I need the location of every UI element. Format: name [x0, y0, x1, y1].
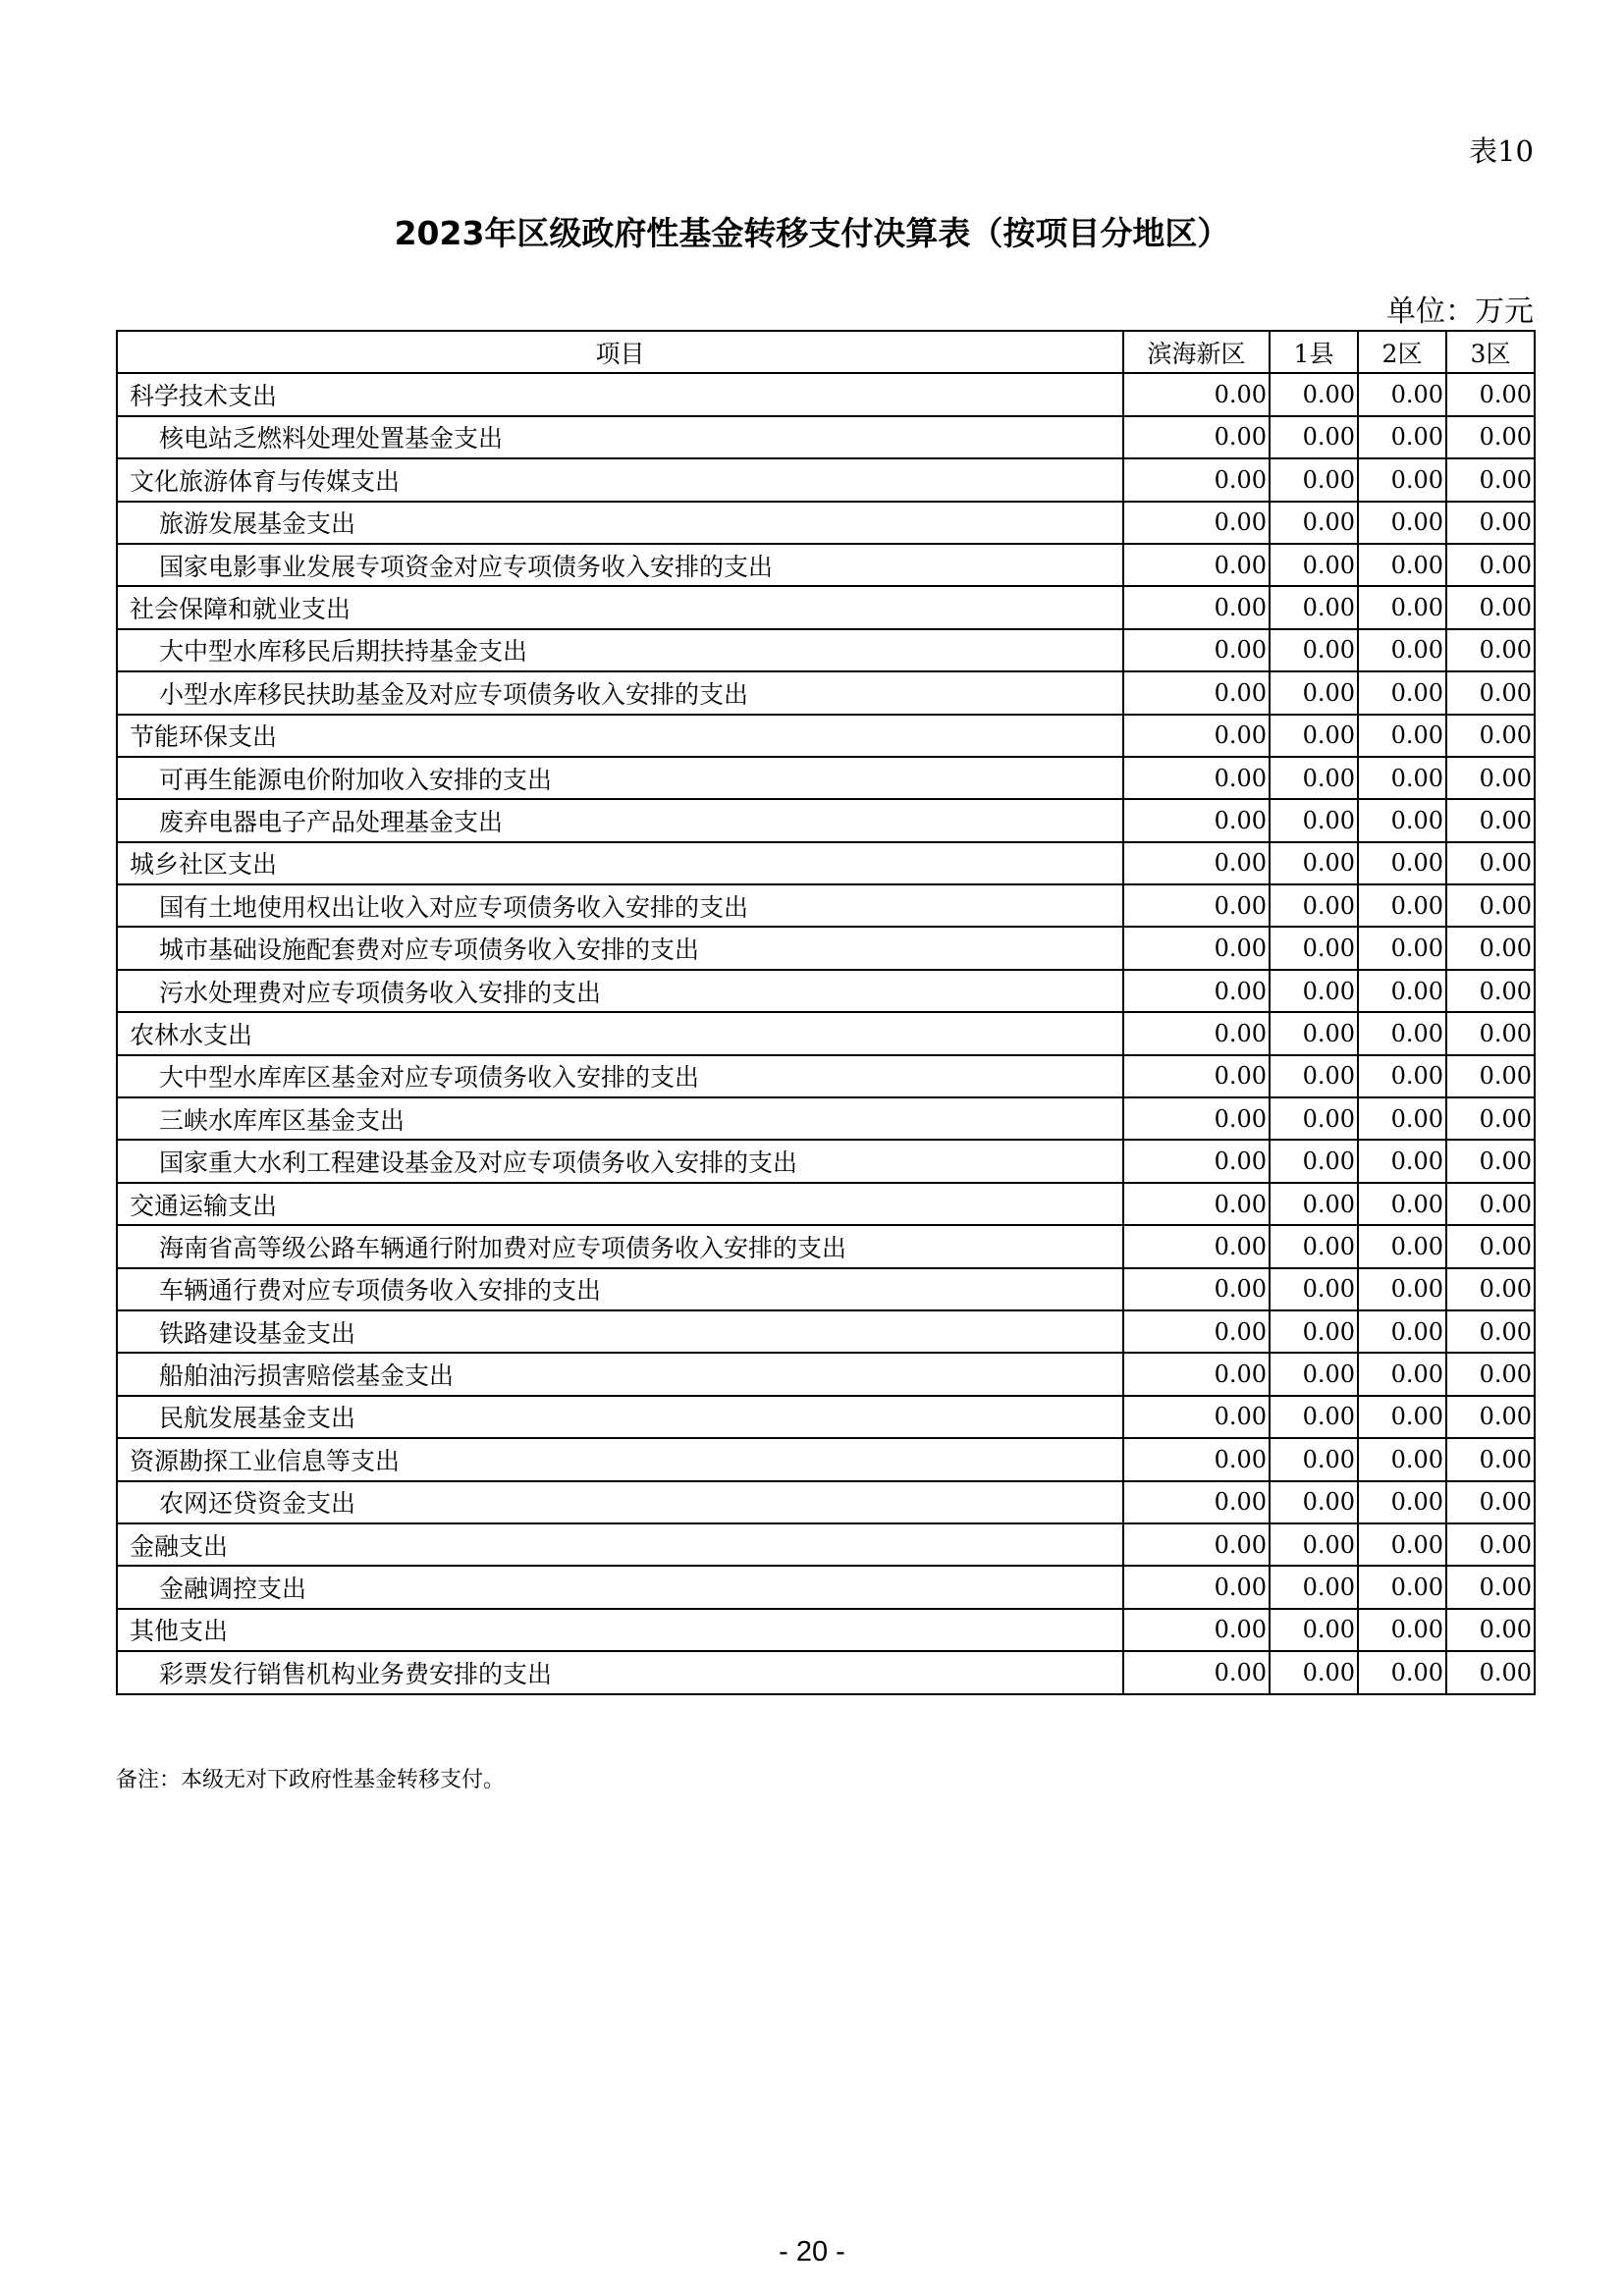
value-district-2: 0.00: [1358, 1566, 1446, 1608]
table-row: [117, 1353, 1535, 1395]
value-binhai: 0.00: [1123, 416, 1270, 458]
value-binhai: 0.00: [1123, 1566, 1270, 1608]
category-name: 金融支出: [117, 1523, 1123, 1566]
value-district-3: 0.00: [1446, 927, 1535, 969]
value-district-3: 0.00: [1446, 1438, 1535, 1480]
value-binhai: 0.00: [1123, 970, 1270, 1012]
value-district-2: 0.00: [1358, 629, 1446, 671]
unit-label: 单位：万元: [1386, 294, 1534, 329]
value-county-1: 0.00: [1270, 1481, 1358, 1523]
value-district-2: 0.00: [1358, 1055, 1446, 1097]
value-district-2: 0.00: [1358, 884, 1446, 927]
value-binhai: 0.00: [1123, 1225, 1270, 1267]
value-district-3: 0.00: [1446, 1651, 1535, 1693]
sub-item-name: 车辆通行费对应专项债务收入安排的支出: [117, 1268, 1123, 1310]
value-district-3: 0.00: [1446, 1353, 1535, 1395]
table-body: [117, 373, 1535, 1693]
value-district-2: 0.00: [1358, 373, 1446, 415]
value-county-1: 0.00: [1270, 1566, 1358, 1608]
value-district-2: 0.00: [1358, 799, 1446, 841]
table-row: [117, 1396, 1535, 1438]
table-row: [117, 1651, 1535, 1693]
category-name: 资源勘探工业信息等支出: [117, 1438, 1123, 1480]
table-row: [117, 671, 1535, 714]
column-header-district-2: 2区: [1358, 331, 1446, 373]
value-district-2: 0.00: [1358, 416, 1446, 458]
category-name: 节能环保支出: [117, 715, 1123, 757]
table-row: [117, 586, 1535, 628]
value-binhai: 0.00: [1123, 458, 1270, 501]
sub-item-name: 铁路建设基金支出: [117, 1310, 1123, 1353]
value-county-1: 0.00: [1270, 970, 1358, 1012]
value-district-2: 0.00: [1358, 1651, 1446, 1693]
category-name: 文化旅游体育与传媒支出: [117, 458, 1123, 501]
table-row: [117, 1523, 1535, 1566]
value-county-1: 0.00: [1270, 1651, 1358, 1693]
table-row: [117, 1097, 1535, 1140]
category-name: 交通运输支出: [117, 1183, 1123, 1225]
column-header-binhai: 滨海新区: [1123, 331, 1270, 373]
table-row: [117, 458, 1535, 501]
sub-item-name: 可再生能源电价附加收入安排的支出: [117, 757, 1123, 799]
sub-item-name: 金融调控支出: [117, 1566, 1123, 1608]
table-number: 表10: [1469, 134, 1534, 168]
value-district-3: 0.00: [1446, 1012, 1535, 1054]
value-district-3: 0.00: [1446, 842, 1535, 884]
table-row: [117, 1566, 1535, 1608]
table-row: [117, 927, 1535, 969]
value-county-1: 0.00: [1270, 927, 1358, 969]
value-county-1: 0.00: [1270, 884, 1358, 927]
value-district-3: 0.00: [1446, 715, 1535, 757]
value-county-1: 0.00: [1270, 842, 1358, 884]
value-district-3: 0.00: [1446, 970, 1535, 1012]
value-binhai: 0.00: [1123, 1396, 1270, 1438]
sub-item-name: 三峡水库库区基金支出: [117, 1097, 1123, 1140]
value-district-3: 0.00: [1446, 757, 1535, 799]
table-row: [117, 1183, 1535, 1225]
value-district-2: 0.00: [1358, 1225, 1446, 1267]
fund-transfer-table: [116, 330, 1536, 1695]
table-row: [117, 1438, 1535, 1480]
value-binhai: 0.00: [1123, 1353, 1270, 1395]
value-binhai: 0.00: [1123, 1268, 1270, 1310]
value-county-1: 0.00: [1270, 1055, 1358, 1097]
sub-item-name: 民航发展基金支出: [117, 1396, 1123, 1438]
value-county-1: 0.00: [1270, 671, 1358, 714]
value-district-3: 0.00: [1446, 1566, 1535, 1608]
value-binhai: 0.00: [1123, 586, 1270, 628]
column-header-item: 项目: [117, 331, 1123, 373]
value-district-2: 0.00: [1358, 1353, 1446, 1395]
value-district-2: 0.00: [1358, 1310, 1446, 1353]
value-binhai: 0.00: [1123, 1183, 1270, 1225]
page-title: 2023年区级政府性基金转移支付决算表（按项目分地区）: [394, 214, 1230, 252]
value-district-3: 0.00: [1446, 1225, 1535, 1267]
value-binhai: 0.00: [1123, 1055, 1270, 1097]
value-county-1: 0.00: [1270, 1012, 1358, 1054]
value-district-3: 0.00: [1446, 1055, 1535, 1097]
table-row: [117, 799, 1535, 841]
value-county-1: 0.00: [1270, 1183, 1358, 1225]
table-row: [117, 373, 1535, 415]
sub-item-name: 小型水库移民扶助基金及对应专项债务收入安排的支出: [117, 671, 1123, 714]
value-binhai: 0.00: [1123, 927, 1270, 969]
value-county-1: 0.00: [1270, 1523, 1358, 1566]
value-binhai: 0.00: [1123, 544, 1270, 586]
value-district-3: 0.00: [1446, 1523, 1535, 1566]
value-district-2: 0.00: [1358, 1438, 1446, 1480]
value-district-2: 0.00: [1358, 586, 1446, 628]
value-binhai: 0.00: [1123, 757, 1270, 799]
table-row: [117, 629, 1535, 671]
value-binhai: 0.00: [1123, 1438, 1270, 1480]
value-district-3: 0.00: [1446, 799, 1535, 841]
value-county-1: 0.00: [1270, 1438, 1358, 1480]
value-county-1: 0.00: [1270, 1353, 1358, 1395]
value-district-3: 0.00: [1446, 1140, 1535, 1182]
sub-item-name: 旅游发展基金支出: [117, 502, 1123, 544]
value-district-3: 0.00: [1446, 884, 1535, 927]
value-binhai: 0.00: [1123, 1609, 1270, 1651]
value-county-1: 0.00: [1270, 586, 1358, 628]
value-county-1: 0.00: [1270, 1140, 1358, 1182]
table-row: [117, 1012, 1535, 1054]
value-county-1: 0.00: [1270, 799, 1358, 841]
value-county-1: 0.00: [1270, 1396, 1358, 1438]
value-district-2: 0.00: [1358, 1268, 1446, 1310]
value-county-1: 0.00: [1270, 373, 1358, 415]
value-binhai: 0.00: [1123, 1012, 1270, 1054]
value-district-3: 0.00: [1446, 629, 1535, 671]
value-district-2: 0.00: [1358, 1609, 1446, 1651]
value-binhai: 0.00: [1123, 1097, 1270, 1140]
column-header-county-1: 1县: [1270, 331, 1358, 373]
footnote: 备注：本级无对下政府性基金转移支付。: [116, 1768, 506, 1792]
sub-item-name: 海南省高等级公路车辆通行附加费对应专项债务收入安排的支出: [117, 1225, 1123, 1267]
value-binhai: 0.00: [1123, 502, 1270, 544]
value-binhai: 0.00: [1123, 1651, 1270, 1693]
table-header-row: [117, 331, 1535, 373]
value-district-2: 0.00: [1358, 1012, 1446, 1054]
sub-item-name: 大中型水库库区基金对应专项债务收入安排的支出: [117, 1055, 1123, 1097]
table-row: [117, 884, 1535, 927]
value-district-2: 0.00: [1358, 715, 1446, 757]
value-county-1: 0.00: [1270, 544, 1358, 586]
sub-item-name: 废弃电器电子产品处理基金支出: [117, 799, 1123, 841]
value-county-1: 0.00: [1270, 1310, 1358, 1353]
value-district-2: 0.00: [1358, 927, 1446, 969]
value-district-3: 0.00: [1446, 502, 1535, 544]
table-row: [117, 715, 1535, 757]
page-number: - 20 -: [779, 2236, 845, 2268]
table-row: [117, 1055, 1535, 1097]
sub-item-name: 城市基础设施配套费对应专项债务收入安排的支出: [117, 927, 1123, 969]
value-district-3: 0.00: [1446, 458, 1535, 501]
value-binhai: 0.00: [1123, 373, 1270, 415]
value-county-1: 0.00: [1270, 1097, 1358, 1140]
value-district-2: 0.00: [1358, 671, 1446, 714]
value-district-2: 0.00: [1358, 970, 1446, 1012]
table-row: [117, 970, 1535, 1012]
table-row: [117, 842, 1535, 884]
value-binhai: 0.00: [1123, 884, 1270, 927]
table-row: [117, 1225, 1535, 1267]
value-district-3: 0.00: [1446, 1310, 1535, 1353]
value-district-3: 0.00: [1446, 373, 1535, 415]
category-name: 其他支出: [117, 1609, 1123, 1651]
sub-item-name: 国家重大水利工程建设基金及对应专项债务收入安排的支出: [117, 1140, 1123, 1182]
value-district-2: 0.00: [1358, 544, 1446, 586]
value-district-3: 0.00: [1446, 1268, 1535, 1310]
category-name: 社会保障和就业支出: [117, 586, 1123, 628]
value-binhai: 0.00: [1123, 799, 1270, 841]
sub-item-name: 彩票发行销售机构业务费安排的支出: [117, 1651, 1123, 1693]
value-district-3: 0.00: [1446, 1609, 1535, 1651]
sub-item-name: 船舶油污损害赔偿基金支出: [117, 1353, 1123, 1395]
table-row: [117, 416, 1535, 458]
table-row: [117, 757, 1535, 799]
value-district-2: 0.00: [1358, 1481, 1446, 1523]
value-district-3: 0.00: [1446, 1097, 1535, 1140]
value-binhai: 0.00: [1123, 1310, 1270, 1353]
value-county-1: 0.00: [1270, 502, 1358, 544]
value-binhai: 0.00: [1123, 1140, 1270, 1182]
table-row: [117, 502, 1535, 544]
value-binhai: 0.00: [1123, 1523, 1270, 1566]
value-district-3: 0.00: [1446, 544, 1535, 586]
value-binhai: 0.00: [1123, 842, 1270, 884]
value-district-2: 0.00: [1358, 1396, 1446, 1438]
value-county-1: 0.00: [1270, 757, 1358, 799]
value-district-2: 0.00: [1358, 1183, 1446, 1225]
value-county-1: 0.00: [1270, 416, 1358, 458]
sub-item-name: 国有土地使用权出让收入对应专项债务收入安排的支出: [117, 884, 1123, 927]
value-district-3: 0.00: [1446, 1481, 1535, 1523]
value-district-2: 0.00: [1358, 1140, 1446, 1182]
table-row: [117, 1481, 1535, 1523]
value-district-2: 0.00: [1358, 757, 1446, 799]
value-binhai: 0.00: [1123, 715, 1270, 757]
table-row: [117, 1609, 1535, 1651]
sub-item-name: 大中型水库移民后期扶持基金支出: [117, 629, 1123, 671]
sub-item-name: 国家电影事业发展专项资金对应专项债务收入安排的支出: [117, 544, 1123, 586]
sub-item-name: 农网还贷资金支出: [117, 1481, 1123, 1523]
table-row: [117, 1140, 1535, 1182]
value-district-2: 0.00: [1358, 842, 1446, 884]
table-row: [117, 544, 1535, 586]
value-binhai: 0.00: [1123, 671, 1270, 714]
value-county-1: 0.00: [1270, 715, 1358, 757]
value-county-1: 0.00: [1270, 1225, 1358, 1267]
value-district-3: 0.00: [1446, 416, 1535, 458]
value-district-2: 0.00: [1358, 458, 1446, 501]
sub-item-name: 污水处理费对应专项债务收入安排的支出: [117, 970, 1123, 1012]
sub-item-name: 核电站乏燃料处理处置基金支出: [117, 416, 1123, 458]
value-county-1: 0.00: [1270, 629, 1358, 671]
value-district-3: 0.00: [1446, 586, 1535, 628]
value-binhai: 0.00: [1123, 629, 1270, 671]
value-district-3: 0.00: [1446, 671, 1535, 714]
value-district-3: 0.00: [1446, 1396, 1535, 1438]
table-row: [117, 1310, 1535, 1353]
column-header-district-3: 3区: [1446, 331, 1535, 373]
value-county-1: 0.00: [1270, 1609, 1358, 1651]
value-county-1: 0.00: [1270, 1268, 1358, 1310]
value-district-2: 0.00: [1358, 502, 1446, 544]
value-county-1: 0.00: [1270, 458, 1358, 501]
category-name: 科学技术支出: [117, 373, 1123, 415]
value-district-2: 0.00: [1358, 1523, 1446, 1566]
value-district-2: 0.00: [1358, 1097, 1446, 1140]
category-name: 农林水支出: [117, 1012, 1123, 1054]
table-row: [117, 1268, 1535, 1310]
category-name: 城乡社区支出: [117, 842, 1123, 884]
value-district-3: 0.00: [1446, 1183, 1535, 1225]
value-binhai: 0.00: [1123, 1481, 1270, 1523]
